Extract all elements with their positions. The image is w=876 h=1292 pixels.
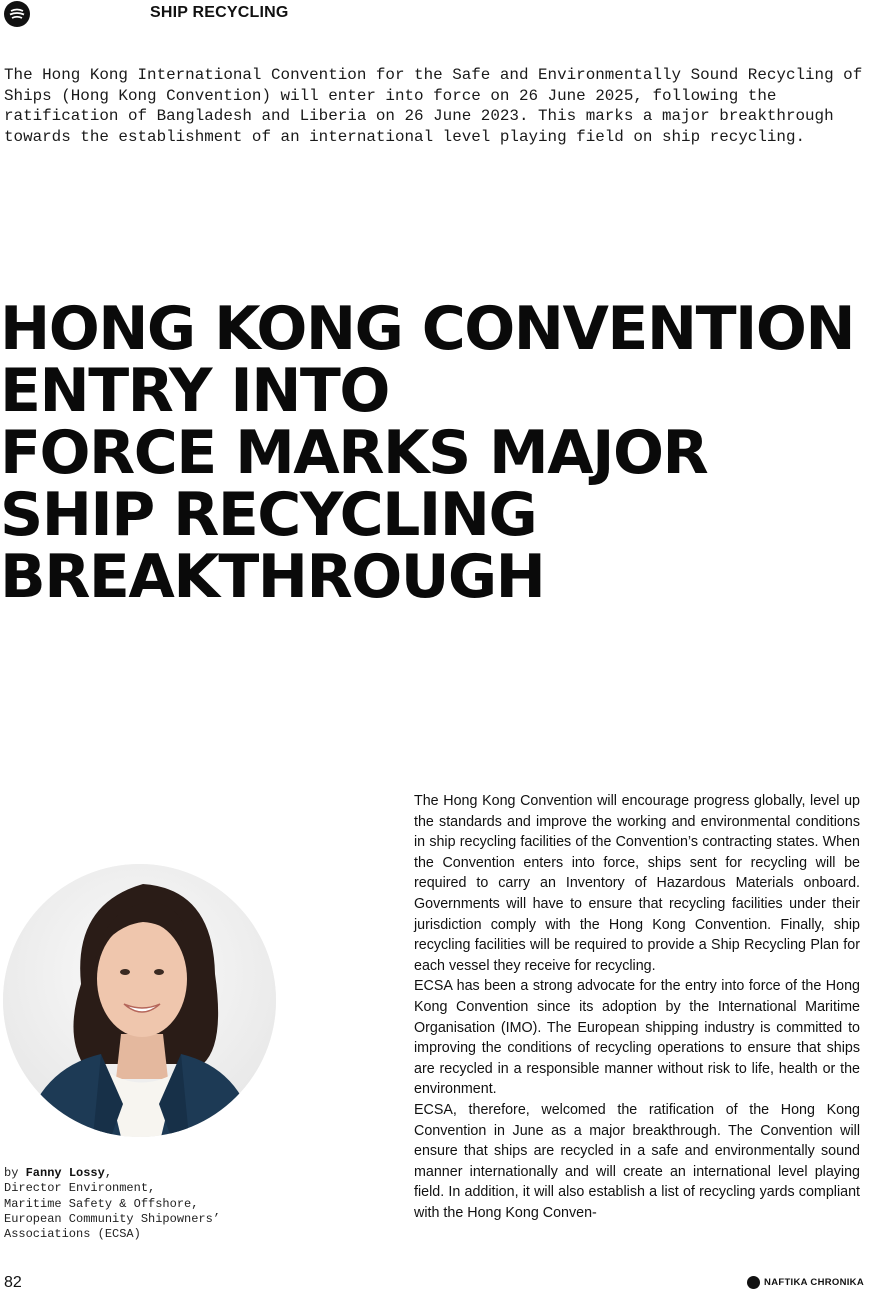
- magazine-logo-icon: [4, 1, 30, 27]
- article-headline: [0, 294, 876, 612]
- author-role: European Community Shipowners’: [4, 1211, 221, 1226]
- footer-brand: [747, 1276, 864, 1289]
- byline-suffix: ,: [104, 1166, 113, 1180]
- headline-line: BREAKTHROUGH: [0, 542, 545, 612]
- body-paragraph: The Hong Kong Convention will encourage progress globally, level up the standards and improve the working and environmental conditions in ship recycling facilities of the Convention’s contracting states. When the Convention enters into force, ships sent for recycling will be required to carry an Inventory of Hazardous Materials onboard. Governments will have to ensure that recycling facilities under their jurisdiction comply with the Hong Kong Convention. Finally, ship recycling facilities will be required to provide a Ship Recycling Plan for each vessel they receive for recycling.: [414, 793, 860, 974]
- body-paragraph: ECSA, therefore, welcomed the ratification of the Hong Kong Convention in June as a major breakthrough. The Convention will ensure that ships are recycled in a safe and environmentally sound manner internationally and will create an international level playing field. In addition, it will also establish a list of recycling yards compliant with the Hong Kong Conven-: [414, 1101, 860, 1221]
- naftika-chronika-logo-icon: [747, 1276, 760, 1289]
- author-portrait: [3, 864, 276, 1137]
- section-label: SHIP RECYCLING: [150, 4, 289, 21]
- brand-name: NAFTIKA CHRONIKA: [764, 1277, 864, 1288]
- intro-paragraph: The Hong Kong International Convention for the Safe and Environmentally Sound Recycling of Ships (Hong Kong Convention) will enter into force on 26 June 2025, following the ratification of Bangladesh and Liberia on 26 June 2023. This marks a major breakthrough towards the establishment of an international level playing field on ship recycling.: [4, 66, 863, 147]
- author-byline: [4, 1166, 234, 1242]
- headline-line: HONG KONG CONVENTION: [0, 294, 855, 364]
- page-number: 82: [4, 1274, 22, 1291]
- body-paragraph: ECSA has been a strong advocate for the entry into force of the Hong Kong Convention since its adoption by the International Maritime Organisation (IMO). The European shipping industry is committed to improving the conditions of recycling operations to ensure that ships are recycled in a responsible manner without risk to life, health or the environment.: [414, 978, 860, 1098]
- article-body: [414, 791, 860, 1223]
- headline-line: SHIP RECYCLING: [0, 480, 537, 550]
- byline-prefix: by: [4, 1166, 26, 1180]
- author-role: Director Environment,: [4, 1181, 156, 1196]
- headline-line: FORCE MARKS MAJOR: [0, 418, 708, 488]
- byline-author-line: [4, 1166, 234, 1181]
- author-role: Maritime Safety & Offshore,: [4, 1196, 199, 1211]
- headline-line: ENTRY INTO: [0, 356, 389, 426]
- author-name: Fanny Lossy: [25, 1166, 105, 1180]
- author-role: Associations (ECSA): [4, 1227, 141, 1242]
